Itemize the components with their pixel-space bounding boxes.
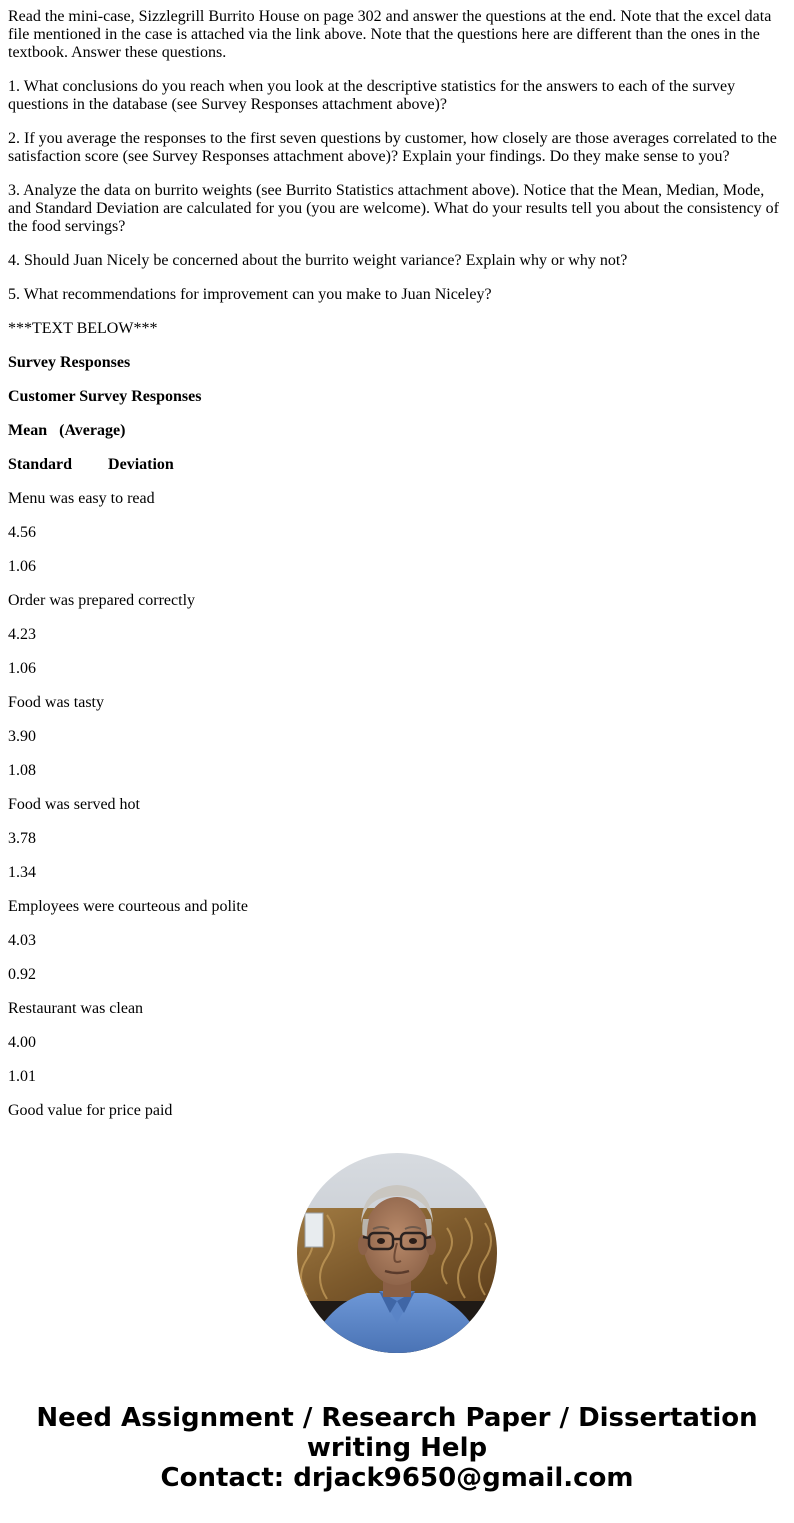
question-5: 5. What recommendations for improvement can you make to Juan Niceley? <box>8 286 492 303</box>
row-label: Restaurant was clean <box>8 1000 144 1017</box>
header-sd-word-1: Standard <box>8 456 73 473</box>
row-mean: 4.23 <box>8 626 36 643</box>
row-mean: 4.00 <box>8 1034 36 1051</box>
row-label: Employees were courteous and polite <box>8 898 248 915</box>
header-sd-word-2: Deviation <box>108 456 174 473</box>
question-4: 4. Should Juan Nicely be concerned about the burrito weight variance? Explain why or why not? <box>8 252 628 269</box>
row-mean: 4.56 <box>8 524 36 541</box>
row-label: Food was tasty <box>8 694 104 711</box>
header-mean-average: (Average) <box>59 422 126 439</box>
promo-banner <box>0 1403 794 1493</box>
promo-line-1: Need Assignment / Research Paper / Dissertation <box>36 1403 758 1433</box>
intro-paragraph: Read the mini-case, Sizzlegrill Burrito House on page 302 and answer the questions at the end. Note that the excel data file mentioned in the case is attached via the link above. Note that the questions here are different than the ones in the textbook. Answer these questions. <box>8 8 772 61</box>
promo-line-2: writing Help <box>306 1433 488 1463</box>
header-mean <box>8 422 786 440</box>
row-sd: 0.92 <box>8 966 36 983</box>
row-label: Menu was easy to read <box>8 490 155 507</box>
question-3: 3. Analyze the data on burrito weights (see Burrito Statistics attachment above). Notice that the Mean, Median, Mode, and Standard Deviation are calculated for you (you are welcome). What do your results tell you about the consistency of the food servings? <box>8 182 780 235</box>
row-mean: 3.78 <box>8 830 36 847</box>
header-mean-word: Mean <box>8 422 48 439</box>
row-mean: 4.03 <box>8 932 36 949</box>
row-sd: 1.06 <box>8 558 36 575</box>
row-sd: 1.34 <box>8 864 36 881</box>
row-sd: 1.06 <box>8 660 36 677</box>
section-title: Survey Responses <box>8 354 131 371</box>
header-standard-deviation <box>8 456 786 474</box>
row-label: Food was served hot <box>8 796 140 813</box>
table-title: Customer Survey Responses <box>8 388 202 405</box>
row-label: Order was prepared correctly <box>8 592 196 609</box>
row-mean: 3.90 <box>8 728 36 745</box>
text-separator: ***TEXT BELOW*** <box>8 320 158 337</box>
row-sd: 1.01 <box>8 1068 36 1085</box>
question-2: 2. If you average the responses to the first seven questions by customer, how closely are those averages correlated to the satisfaction score (see Survey Responses attachment above)? Explain your findings. Do they make sense to you? <box>8 130 777 165</box>
avatar-illustration <box>297 1153 497 1353</box>
question-1: 1. What conclusions do you reach when you look at the descriptive statistics for the answers to each of the survey questions in the database (see Survey Responses attachment above)? <box>8 78 736 113</box>
document-body <box>8 0 786 1136</box>
avatar-photo <box>297 1153 497 1353</box>
promo-contact: Contact: drjack9650@gmail.com <box>160 1463 634 1493</box>
last-item: Good value for price paid <box>8 1102 173 1119</box>
row-sd: 1.08 <box>8 762 36 779</box>
